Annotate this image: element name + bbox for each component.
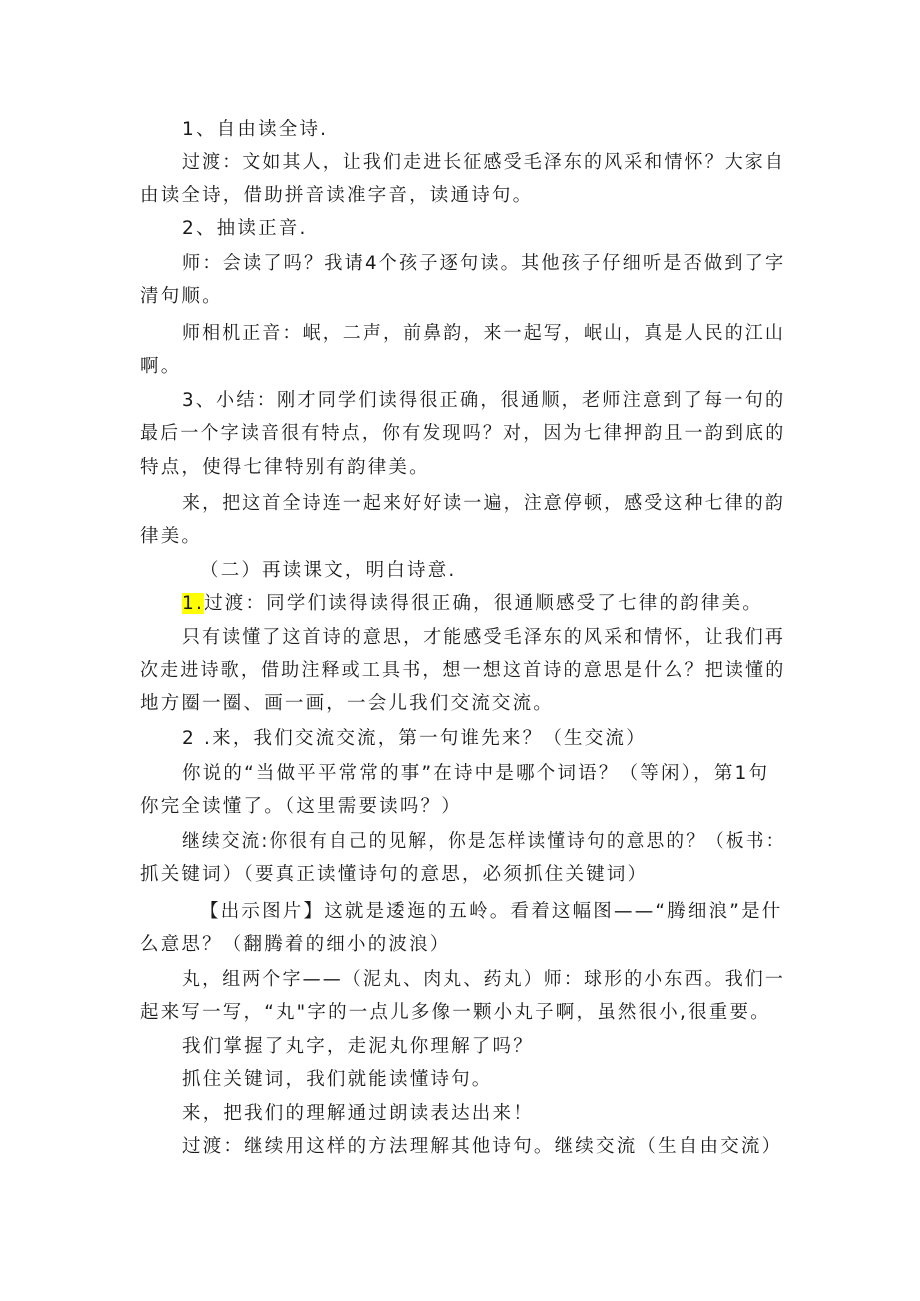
paragraph-line: 最后一个字读音很有特点，你有发现吗？对，因为七律押韵且一韵到底的: [140, 423, 786, 444]
step-heading-1: 1、自由读全诗.: [182, 119, 329, 140]
paragraph-line: 继续交流:你很有自己的见解，你是怎样读懂诗句的意思的？（板书：: [182, 831, 786, 852]
section-heading: （二）再读课文，明白诗意.: [200, 560, 457, 581]
paragraph-line: 过渡：文如其人，让我们走进长征感受毛泽东的风采和情怀？大家自: [182, 152, 786, 173]
paragraph-line: 2 .来，我们交流交流，第一句谁先来？（生交流）: [182, 728, 647, 749]
paragraph-line: 【出示图片】这就是逶迤的五岭。看着这幅图——“腾细浪”是什: [200, 901, 783, 922]
paragraph-line: 你说的“当做平平常常的事”在诗中是哪个词语？（等闲），第1句: [182, 763, 770, 784]
paragraph-line: 师：会读了吗？我请4个孩子逐句读。其他孩子仔细听是否做到了字: [182, 253, 786, 274]
paragraph-line: 你完全读懂了。（这里需要读吗？）: [140, 796, 462, 817]
paragraph-line: 只有读懂了这首诗的意思，才能感受毛泽东的风采和情怀，让我们再: [182, 627, 786, 648]
paragraph-line: [182, 592, 763, 616]
paragraph-line: 啊。: [140, 356, 182, 377]
paragraph-line: 地方圈一圈、画一画，一会儿我们交流交流。: [140, 693, 555, 714]
paragraph-line: 我们掌握了丸字，走泥丸你理解了吗？: [182, 1036, 534, 1057]
paragraph-line: 过渡：继续用这样的方法理解其他诗句。继续交流（生自由交流）: [182, 1136, 783, 1157]
paragraph-line: 特点，使得七律特别有韵律美。: [140, 457, 430, 478]
paragraph-line: 来，把这首全诗连一起来好好读一遍，注意停顿，感受这种七律的韵: [182, 493, 786, 514]
step-heading-3: 3、小结：刚才同学们读得很正确，很通顺，老师注意到了每一句的: [182, 390, 786, 411]
paragraph-line: 抓关键词）（要真正读懂诗句的意思，必须抓住关键词）: [140, 864, 649, 885]
paragraph-line: 由读全诗，借助拼音读准字音，读通诗句。: [140, 185, 534, 206]
paragraph-text: 过渡：同学们读得读得很正确，很通顺感受了七律的韵律美。: [204, 593, 763, 614]
paragraph-line: 次走进诗歌，借助注释或工具书，想一想这首诗的意思是什么？把读懂的: [140, 660, 786, 681]
paragraph-line: 师相机正音：岷，二声，前鼻韵，来一起写，岷山，真是人民的江山: [182, 323, 786, 344]
paragraph-line: 起来写一写，“丸"字的一点儿多像一颗小丸子啊，虽然很小,很重要。: [140, 1002, 771, 1023]
paragraph-line: 律美。: [140, 526, 203, 547]
step-heading-2: 2、抽读正音.: [182, 218, 308, 239]
paragraph-line: 来，把我们的理解通过朗读表达出来！: [182, 1103, 534, 1124]
paragraph-line: 抓住关键词，我们就能读懂诗句。: [182, 1069, 493, 1090]
highlighted-number: 1.: [182, 593, 205, 614]
paragraph-line: 清句顺。: [140, 286, 223, 307]
paragraph-line: 么意思？（翻腾着的细小的波浪）: [140, 934, 451, 955]
paragraph-line: 丸，组两个字——（泥丸、肉丸、药丸）师：球形的小东西。我们一: [182, 969, 786, 990]
